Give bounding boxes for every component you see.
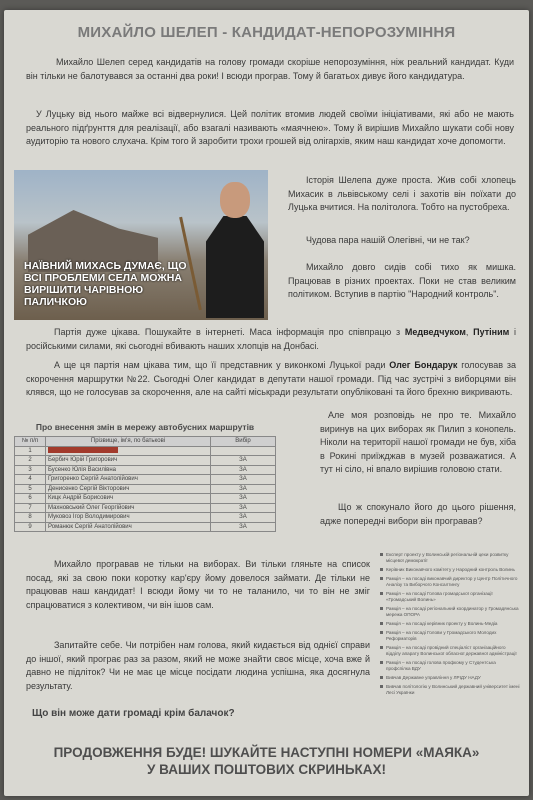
candidate-figure: [204, 180, 266, 318]
table-row: 6 Кицк Андрій Борисович ЗА: [15, 494, 276, 504]
paragraph-jobs: Михайло програвав не тільки на виборах. Ви тільки гляньте на список посад, які за свою поки коротку кар'єру йому довелося займати. Де тільки не працював наш кандидат! І всюди йому чи то не таланило, чи то він не зміг спрацюватися з колективом, чи він ішов сам.: [26, 559, 370, 610]
paragraph-intro: Михайло Шелеп серед кандидатів на голову громади скоріше непорозуміння, ніж реальний кандидат. Куди він тільки не балотувався за останні два роки! І всюди програв. Тому й багатьох дивує його кандидатура.: [26, 57, 514, 81]
footer-banner: [4, 744, 529, 778]
table-row: 5 Денисенко Сергій Вікторович ЗА: [15, 484, 276, 494]
table-row: 2 Бербич Юрій Григорович ЗА: [15, 456, 276, 466]
page-title: МИХАЙЛО ШЕЛЕП - КАНДИДАТ-НЕПОРОЗУМІННЯ: [77, 24, 456, 41]
table-row: 1: [15, 446, 276, 456]
paragraph-ask: Запитайте себе. Чи потрібен нам голова, який кидається від однієї справи до іншої, який програє раз за разом, який не може знайти своє місце, хоча вже й давно не підліток? Чи не має це місце посідати людина успішна, яка досягнула результату.: [26, 640, 370, 691]
paragraph-history: Історія Шелепа дуже проста. Жив собі хлопець Михасик в львівському селі і захотів він поїхати до Луцька вчитися. На політолога. Тобто на пустобреха.: [288, 175, 516, 212]
footer-line-1: ПРОДОВЖЕННЯ БУДЕ! ШУКАЙТЕ НАСТУПНІ НОМЕРИ «МАЯКА»: [53, 745, 480, 760]
list-item: Вивчав Державне управління у ЛРІДУ НАДУ: [380, 675, 520, 681]
vote-table: [14, 436, 276, 532]
table-row: 4 Григоренко Сергій Анатолійович ЗА: [15, 475, 276, 485]
table-row: 9 Романюк Сергій Анатолійович ЗА: [15, 522, 276, 532]
closing-question: Що він може дати громаді крім балачок?: [32, 708, 235, 719]
paragraph-pair: Чудова пара нашій Олегівні, чи не так?: [306, 235, 470, 245]
photo-caption: НАЇВНИЙ МИХАСЬ ДУМАЄ, ЩО ВСІ ПРОБЛЕМИ СЕЛА МОЖНА ВИРІШИТИ ЧАРІВНОЮ ПАЛИЧКОЮ: [24, 260, 187, 308]
list-item: Рамція – на посаді провідний спеціаліст організаційного відділу апарату Волинської обласної державної адміністрації: [380, 645, 520, 657]
table-row: 7 Махновський Олег Георгійович ЗА: [15, 503, 276, 513]
paragraph-bondaruk: А ще ця партія нам цікава тим, що її представник у виконкомі Луцької ради Олег Бондарук голосував за скорочення маршрутки №22. Сьогодні Олег кандидат в депутати нашої громади. Під час зустрічі з виборцями він клявся, що не голосував за скорочення, але на сайті міськради результати опубліковані та його брехню викривають.: [26, 360, 516, 397]
list-item: Рамція – на посаді регіональний координатор у Громадянська мережа ОПОРА: [380, 606, 520, 618]
table-header-row: № п/п Прізвище, ім'я, по батькові Вибір: [15, 437, 276, 447]
vote-table-title: Про внесення змін в мережу автобусних маршрутів: [35, 422, 255, 432]
leaflet-page: [4, 10, 529, 796]
paragraph-pylyp: Але моя розповідь не про те. Михайло виринув на цих виборах як Пилип з конопель. Ніколи на території нашої громади не був, хіба в Рокині приїжджав в музей розважатися. А тут ні сіло, ні впало вирішив головою стати.: [320, 410, 516, 474]
footer-line-2: У ВАШИХ ПОШТОВИХ СКРИНЬКАХ!: [146, 762, 387, 777]
paragraph-party: Партія дуже цікава. Пошукайте в інтернеті. Маса інформація про співпрацю з Медведчуком, Путіним і російськими силами, які сьогодні вбивають наших хлопців на Донбасі.: [26, 327, 517, 351]
list-item: Рамція – на посаді керівник проекту у Волинь-Медіа: [380, 621, 520, 627]
list-item: Вивчав політологію у Волинський державний університет імені Лесі Українки: [380, 684, 520, 696]
paragraph-luck: У Луцьку від нього майже всі відвернулися. Цей політик втомив людей своїми ініціативами, які або не мають реального підґрунття для реалізації, або взагалі називають «маячнею». Тому й вирішив Михайло шукати собі нову аудиторію та нового слухача. Крім того й заробити трохи грошей від олігархів, яким наш кандидат хоче допомогти.: [26, 109, 514, 146]
redacted-mark: [48, 447, 118, 453]
list-item: Експерт проекту у Волинській регіональній цехи розвитку місцевої демократії: [380, 552, 520, 564]
table-row: 8 Муковоз Ігор Володимирович ЗА: [15, 513, 276, 523]
paragraph-decision: Що ж спокунало його до цього рішення, адже попередні вибори він програвав?: [320, 502, 516, 526]
list-item: Рамція – на посаді голова профкому у Студентська профспілка ВДУ: [380, 660, 520, 672]
paragraph-career: Михайло довго сидів собі тихо як мишка. Працював в різних проектах. Поки не став великим політиком. Вступив в партію "Народний контроль".: [288, 262, 516, 299]
career-list: [380, 552, 520, 699]
vote-table-box: [14, 422, 276, 548]
table-row: 3 Бусенко Юлія Василівна ЗА: [15, 465, 276, 475]
candidate-photo: [14, 170, 268, 320]
list-item: Рамція – на посаді Голови у Громадського Молодих Реформаторів: [380, 630, 520, 642]
list-item: Керівник Виконавчого комітету у Народний контроль Волинь: [380, 567, 520, 573]
list-item: Рамція – на посаді Голова громадської організації «Громадський Волинь»: [380, 591, 520, 603]
list-item: Рамція – на посаді виконавчий директор у Центр Політичного Аналізу та Виборчого Консалтингу: [380, 576, 520, 588]
